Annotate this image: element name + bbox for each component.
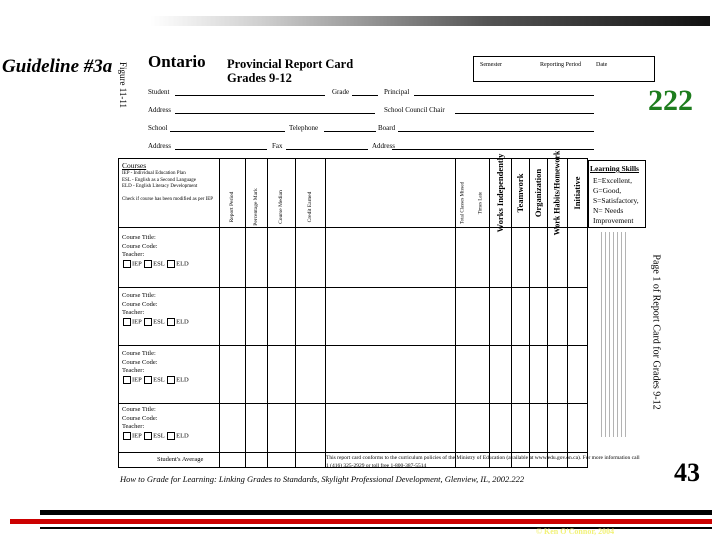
teacher-label: Teacher: [122, 423, 145, 430]
col-credit-earned: Credit Earned [307, 191, 313, 223]
col-divider [529, 159, 530, 467]
fax-line [286, 149, 368, 150]
date-label: Date [596, 62, 608, 68]
student-line [175, 95, 325, 96]
report-card-title: Provincial Report Card [227, 57, 354, 71]
student-label: Student [148, 88, 170, 96]
eld-checkbox[interactable] [167, 260, 175, 268]
big-number: 222 [648, 84, 693, 117]
iep-label: IEP [132, 317, 142, 325]
esl-checkbox[interactable] [144, 260, 152, 268]
learning-skill-item: G=Good, [593, 186, 622, 195]
learning-skill-item: E=Excellent, [593, 176, 633, 185]
footer-rule-thick [40, 510, 712, 515]
address2-label: Address [148, 142, 171, 150]
footer-note-2: 1 (416) 325-2929 or toll free 1-800-387-5514 [326, 463, 427, 469]
footer-note-1: This report card conforms to the curriculum policies of the Ministry of Education (available at www.edu.gov.on.ca). For more information call [326, 455, 640, 461]
col-divider [267, 159, 268, 467]
iep-label: IEP [132, 375, 142, 383]
course-block [122, 234, 189, 268]
legend-note: Check if course has been modified as per IEP [122, 196, 214, 202]
courses-header: Courses [122, 161, 147, 170]
skill-works-independently: Works Independently [495, 153, 505, 233]
skill-teamwork: Teamwork [515, 173, 525, 213]
skill-organization: Organization [533, 168, 543, 218]
report-card-grid [118, 150, 588, 468]
students-average-label: Student's Average [157, 456, 204, 463]
course-title-label: Course Title: [122, 292, 156, 299]
slide-page-number: 43 [674, 458, 700, 487]
col-divider [245, 159, 246, 467]
address-label: Address [148, 106, 171, 114]
col-divider [547, 159, 548, 467]
figure-label: Figure 11-11 [118, 61, 128, 109]
esl-label: ESL [153, 375, 165, 383]
teacher-label: Teacher: [122, 251, 145, 258]
col-divider [295, 159, 296, 467]
rotated-fine-print [598, 232, 628, 437]
col-divider [489, 159, 490, 467]
reporting-period-label: Reporting Period [540, 62, 582, 68]
legend-line: ELD - English Literacy Development [122, 184, 198, 189]
school-line [170, 131, 285, 132]
principal-label: Principal [384, 88, 410, 96]
course-block [122, 350, 189, 384]
col-percentage-mark: Percentage Mark [253, 188, 259, 226]
skill-initiative: Initiative [572, 176, 582, 210]
learning-skill-item: N= Needs [593, 206, 624, 215]
iep-checkbox[interactable] [123, 260, 131, 268]
esl-checkbox[interactable] [144, 318, 152, 326]
address3-line [392, 149, 594, 150]
eld-checkbox[interactable] [167, 376, 175, 384]
source-citation: How to Grade for Learning: Linking Grades to Standards, Skylight Professional Development, Glenview, IL, 2002.222 [120, 474, 525, 484]
col-times-late: Times Late [478, 191, 484, 215]
board-label: Board [378, 124, 396, 132]
legend-line: IEP - Individual Education Plan [122, 171, 186, 176]
teacher-label: Teacher: [122, 367, 145, 374]
eld-checkbox[interactable] [167, 432, 175, 440]
col-divider [567, 159, 568, 467]
iep-label: IEP [132, 259, 142, 267]
row-divider [119, 345, 587, 346]
col-total-classes-missed: Total Classes Missed [460, 181, 466, 225]
iep-label: IEP [132, 431, 142, 439]
skill-work-habits: Work Habits/Homework [552, 150, 562, 236]
fax-label: Fax [272, 142, 283, 150]
ontario-heading: Ontario [148, 52, 206, 71]
telephone-label: Telephone [289, 124, 319, 132]
footer-rule-red [10, 519, 712, 524]
iep-checkbox[interactable] [123, 318, 131, 326]
course-checkboxes [122, 260, 189, 269]
row-divider [119, 403, 587, 404]
principal-line [414, 95, 594, 96]
row-divider [119, 287, 587, 288]
semester-label: Semester [480, 62, 502, 68]
col-divider [219, 159, 220, 467]
address2-line [175, 149, 267, 150]
report-card-grades: Grades 9-12 [227, 71, 292, 85]
course-code-label: Course Code: [122, 242, 158, 250]
course-title-label: Course Title: [122, 406, 156, 413]
course-block [122, 406, 189, 440]
eld-label: ELD [176, 431, 189, 439]
course-checkboxes [122, 376, 189, 385]
eld-label: ELD [176, 317, 189, 325]
board-line [398, 131, 594, 132]
esl-checkbox[interactable] [144, 376, 152, 384]
esl-label: ESL [153, 431, 165, 439]
address-line [175, 113, 375, 114]
col-divider [455, 159, 456, 467]
col-report-period: Report Period [229, 191, 235, 223]
course-block [122, 292, 189, 326]
col-divider [511, 159, 512, 467]
learning-skill-item: S=Satisfactory, [593, 196, 639, 205]
grade-label: Grade [332, 88, 350, 96]
legend-line: ESL - English as a Second Language [122, 177, 196, 183]
semester-box [473, 56, 655, 82]
course-title-label: Course Title: [122, 350, 156, 357]
school-label: School [148, 124, 168, 132]
course-checkboxes [122, 318, 189, 327]
telephone-line [324, 131, 376, 132]
iep-checkbox[interactable] [123, 376, 131, 384]
esl-checkbox[interactable] [144, 432, 152, 440]
course-title-label: Course Title: [122, 234, 156, 241]
eld-label: ELD [176, 375, 189, 383]
col-course-median: Course Median [278, 190, 284, 224]
learning-skill-item: Improvement [593, 216, 634, 225]
course-code-label: Course Code: [122, 358, 158, 366]
header-divider [119, 227, 587, 228]
iep-checkbox[interactable] [123, 432, 131, 440]
school-council-line [455, 113, 594, 114]
course-checkboxes [122, 432, 189, 441]
row-divider [119, 452, 587, 453]
eld-label: ELD [176, 259, 189, 267]
grade-line [352, 95, 378, 96]
col-divider [325, 159, 326, 467]
course-code-label: Course Code: [122, 414, 158, 422]
address3-label: Address [372, 142, 395, 150]
eld-checkbox[interactable] [167, 318, 175, 326]
teacher-label: Teacher: [122, 309, 145, 316]
learning-skills-title: Learning Skills [590, 164, 639, 173]
legend-block [122, 171, 218, 203]
esl-label: ESL [153, 317, 165, 325]
course-code-label: Course Code: [122, 300, 158, 308]
copyright-text: © Ken O'Connor, 2004 [536, 527, 615, 536]
guideline-title: Guideline #3a [2, 56, 113, 77]
school-council-label: School Council Chair [384, 106, 445, 114]
esl-label: ESL [153, 259, 165, 267]
decorative-top-bar [150, 16, 710, 26]
page-label: Page 1 of Report Card for Grades 9-12 [650, 254, 662, 410]
